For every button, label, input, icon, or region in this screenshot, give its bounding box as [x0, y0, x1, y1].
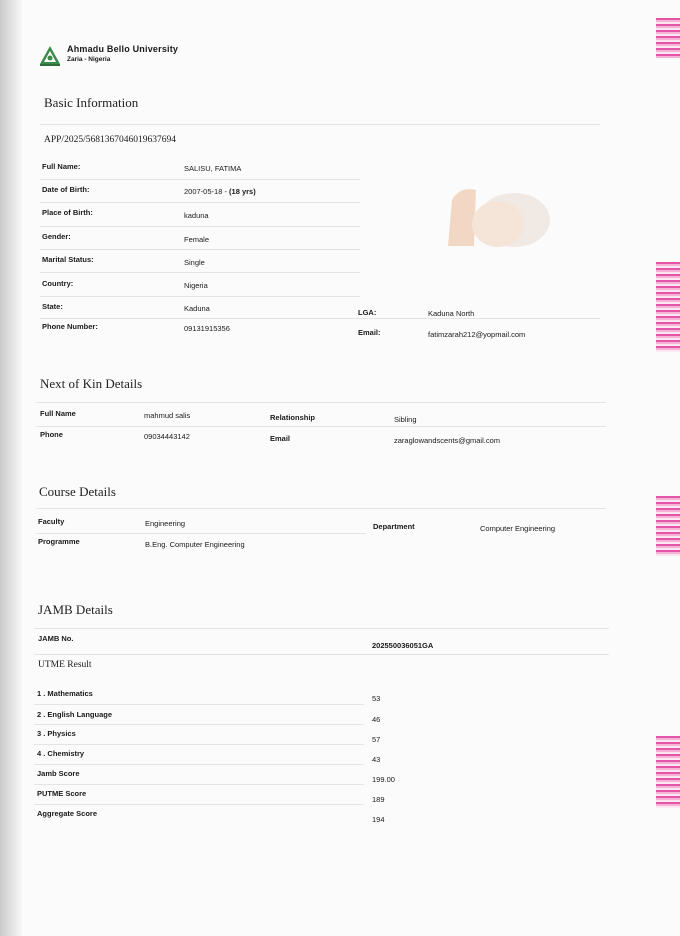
kin-phone-value: 09034443142: [144, 432, 190, 441]
jamb-details-title: JAMB Details: [38, 602, 113, 617]
jamb-no-value: 202550036051GA: [372, 641, 434, 650]
country-value: Nigeria: [184, 281, 208, 290]
place-of-birth-label: Place of Birth:: [42, 208, 93, 217]
programme-label: Programme: [38, 537, 80, 546]
full-name-value: SALISU, FATIMA: [184, 164, 242, 173]
full-name-label: Full Name:: [42, 162, 81, 171]
lga-value: Kaduna North: [428, 309, 475, 318]
email-value: fatimzarah212@yopmail.com: [428, 330, 526, 339]
aggregate-score-value: 194: [372, 815, 385, 824]
next-of-kin-title: Next of Kin Details: [40, 376, 143, 391]
gender-value: Female: [184, 235, 210, 244]
subject-label: 2 . English Language: [37, 710, 113, 719]
application-id: APP/2025/5681367046019637694: [44, 135, 176, 145]
programme-value: B.Eng. Computer Engineering: [145, 540, 245, 549]
aggregate-score-label: Aggregate Score: [37, 809, 98, 818]
putme-score-label: PUTME Score: [37, 789, 87, 798]
scan-marks: [650, 0, 680, 936]
place-of-birth-value: kaduna: [184, 211, 209, 220]
phone-value: 09131915356: [184, 324, 230, 333]
subject-score: 43: [372, 755, 381, 764]
kin-full-name-label: Full Name: [40, 409, 76, 418]
university-logo-icon: [38, 44, 62, 68]
kin-email-value: zaraglowandscents@gmail.com: [394, 436, 500, 445]
kin-full-name-value: mahmud salis: [144, 411, 191, 420]
age: (18 yrs): [229, 187, 256, 196]
department-label: Department: [373, 522, 415, 531]
putme-score-value: 189: [372, 795, 385, 804]
page-edge-shadow: [0, 0, 22, 936]
faculty-label: Faculty: [38, 517, 65, 526]
jamb-score-value: 199.00: [372, 775, 395, 784]
jamb-no-label: JAMB No.: [38, 634, 74, 643]
marital-status-value: Single: [184, 258, 205, 267]
marital-status-label: Marital Status:: [42, 255, 94, 264]
faculty-value: Engineering: [145, 519, 186, 528]
country-label: Country:: [42, 279, 74, 288]
subject-score: 53: [372, 694, 381, 703]
university-location: Zaria - Nigeria: [67, 56, 111, 63]
dob-label: Date of Birth:: [42, 185, 90, 194]
state-label: State:: [42, 302, 63, 311]
course-details-title: Course Details: [39, 484, 116, 499]
basic-info-title: Basic Information: [44, 95, 139, 110]
subject-score: 46: [372, 715, 381, 724]
utme-result-title: UTME Result: [38, 660, 92, 670]
subject-label: 3 . Physics: [37, 729, 76, 738]
subject-label: 1 . Mathematics: [37, 689, 93, 698]
jamb-score-label: Jamb Score: [37, 769, 80, 778]
kin-relationship-label: Relationship: [270, 413, 316, 422]
university-header: [38, 44, 178, 68]
applicant-photo: [440, 184, 550, 254]
university-name: Ahmadu Bello University: [67, 44, 179, 54]
kin-relationship-value: Sibling: [394, 415, 417, 424]
subject-score: 57: [372, 735, 381, 744]
email-label: Email:: [358, 328, 381, 337]
dob-value: 2007-05-18 - (18 yrs): [184, 187, 256, 196]
department-value: Computer Engineering: [480, 524, 556, 533]
phone-label: Phone Number:: [42, 322, 98, 331]
kin-email-label: Email: [270, 434, 291, 443]
lga-label: LGA:: [358, 308, 377, 317]
gender-label: Gender:: [42, 232, 71, 241]
subject-label: 4 . Chemistry: [37, 749, 85, 758]
kin-phone-label: Phone: [40, 430, 63, 439]
state-value: Kaduna: [184, 304, 210, 313]
